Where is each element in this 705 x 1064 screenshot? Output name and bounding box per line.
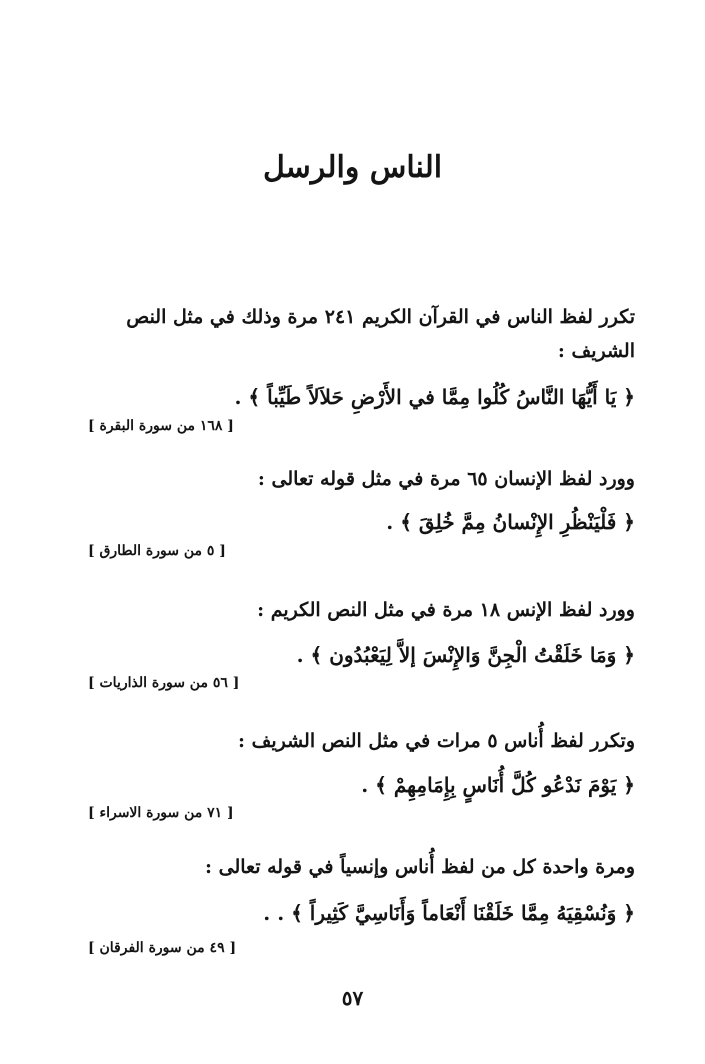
section-text-4: وتكرر لفظ أُناس ٥ مرات في مثل النص الشريف :	[238, 730, 635, 752]
page-number: ٥٧	[341, 986, 364, 1010]
verse-reference-1: [ ١٦٨ من سورة البقرة ]	[88, 418, 234, 434]
verse-reference-3: [ ٥٦ من سورة الذاريات ]	[88, 675, 240, 691]
verse-reference-2: [ ٥ من سورة الطارق ]	[88, 543, 226, 559]
verse-1: ﴿ يَا أَيُّهَا النَّاسُ كُلُوا مِمَّا في الأَرْضِ حَلاَلاً طَيِّباً ﴾ .	[234, 385, 635, 409]
verse-4: ﴿ يَوْمَ نَدْعُو كُلَّ أُنَاسٍ بِإِمَامِهِمْ ﴾ .	[361, 773, 635, 797]
verse-3: ﴿ وَمَا خَلَقْتُ الْجِنَّ وَالإِنْسَ إلاَّ لِيَعْبُدُون ﴾ .	[296, 643, 635, 667]
section-text-5: ومرة واحدة كل من لفظ أُناس وإنسياً في قوله تعالى :	[204, 856, 635, 878]
verse-reference-5: [ ٤٩ من سورة الفرقان ]	[88, 940, 237, 956]
verse-reference-4: [ ٧١ من سورة الاسراء ]	[88, 805, 234, 821]
intro-paragraph: تكرر لفظ الناس في القرآن الكريم ٢٤١ مرة وذلك في مثل النص الشريف :	[126, 306, 635, 362]
verse-5: ﴿ وَنُسْقِيَهُ مِمَّا خَلَقْنَا أَنْعَاماً وَأَنَاسِيَّ كَثِيراً ﴾ . .	[263, 901, 635, 925]
page-title: الناس والرسل	[262, 150, 443, 185]
section-text-2: وورد لفظ الإنسان ٦٥ مرة في مثل قوله تعالى :	[257, 468, 635, 490]
section-text-3: وورد لفظ الإنس ١٨ مرة في مثل النص الكريم :	[257, 599, 635, 621]
verse-2: ﴿ فَلْيَنْظُرِ الإِنْسانُ مِمَّ خُلِقَ ﴾ .	[386, 510, 635, 534]
